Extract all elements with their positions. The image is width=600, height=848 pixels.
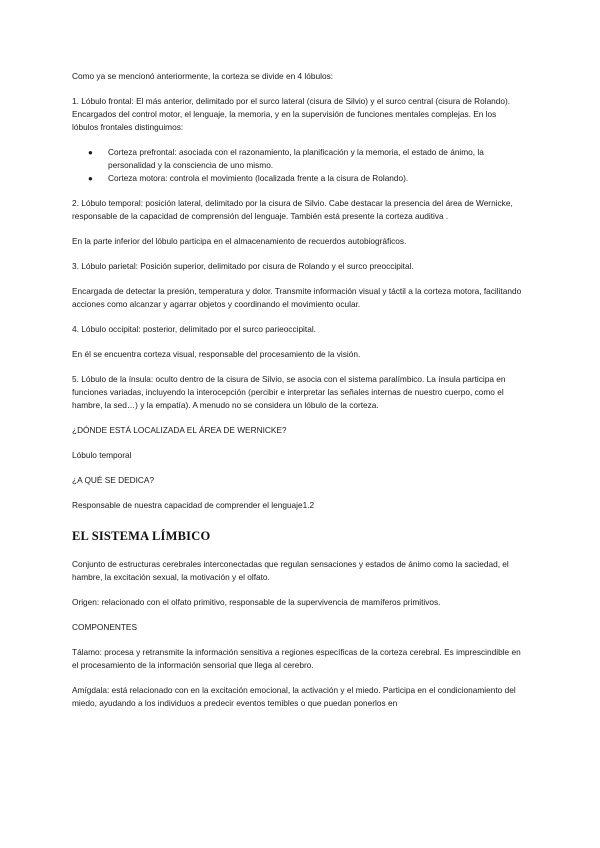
document-page (72, 70, 524, 722)
talamo-paragraph: Tálamo: procesa y retransmite la información sensitiva a regiones específicas de la corteza cerebral. Es imprescindible en el procesamiento de la información sensorial que llega al cerebro. (72, 647, 521, 670)
answer-1: Lóbulo temporal (72, 450, 132, 460)
components-label: COMPONENTES (72, 622, 137, 632)
amigdala-paragraph: Amígdala: está relacionado con en la excitación emocional, la activación y el miedo. Participa en el condicionamiento del miedo, ayudando a los individuos a predecir eventos temibles o que puedan ponerlos en (72, 685, 516, 708)
question-2: ¿A QUÉ SE DEDICA? (72, 475, 155, 485)
frontal-lobe-paragraph: 1. Lóbulo frontal: El más anterior, delimitado por el surco lateral (cisura de Silvio) y el surco central (cisura de Rolando). Encargados del control motor, el lenguaje, la memoria, y en la supervisión de funciones mentales complejas. En los lóbulos frontales distinguimos: (72, 96, 511, 132)
bullet-text: Corteza motora: controla el movimiento (localizada frente a la cisura de Rolando). (108, 173, 409, 183)
limbic-definition: Conjunto de estructuras cerebrales interconectadas que regulan sensaciones y estados de ánimo como la saciedad, el hambre, la excitación sexual, la motivación y el olfato. (72, 559, 509, 582)
bullet-text: Corteza prefrontal: asociada con el razonamiento, la planificación y la memoria, el estado de ánimo, la personalidad y la consciencia de uno mismo. (108, 147, 484, 170)
insula-lobe-paragraph: 5. Lóbulo de la ínsula: oculto dentro de la cisura de Silvio, se asocia con el sistema paralímbico. La ínsula participa en funciones variadas, incluyendo la interocepción (percibir e interpretar las señales internas de nuestro cuerpo, como el hambre, la sed…) y la empatía). A menudo no se considera un lóbulo de la corteza. (72, 374, 506, 410)
temporal-lobe-paragraph: 2. Lóbulo temporal: posición lateral, delimitado por la cisura de Silvio. Cabe destacar la presencia del área de Wernicke, responsable de la capacidad de comprensión del lenguaje. También está presente la corteza auditiva . (72, 198, 513, 221)
occipital-lobe-paragraph: 4. Lóbulo occipital: posterior, delimitado por el surco parieoccipital. (72, 324, 316, 334)
parietal-lobe-paragraph-2: Encargada de detectar la presión, temperatura y dolor. Transmite información visual y táctil a la corteza motora, facilitando acciones como alcanzar y agarrar objetos y coordinando el movimiento ocular. (72, 286, 522, 309)
list-item (72, 146, 524, 172)
bullet-icon: ● (88, 148, 93, 157)
parietal-lobe-paragraph: 3. Lóbulo parietal: Posición superior, delimitado por cisura de Rolando y el surco preoccipital. (72, 261, 414, 271)
answer-2: Responsable de nuestra capacidad de comprender el lenguaje1.2 (72, 500, 315, 510)
list-item (72, 172, 524, 185)
occipital-lobe-paragraph-2: En él se encuentra corteza visual, responsable del procesamiento de la visión. (72, 349, 361, 359)
bullet-icon: ● (88, 174, 93, 183)
limbic-origin: Origen: relacionado con el olfato primitivo, responsable de la supervivencia de mamíferos primitivos. (72, 597, 441, 607)
frontal-bullet-list (72, 146, 524, 185)
section-heading: EL SISTEMA LÍMBICO (72, 529, 211, 543)
intro-paragraph: Como ya se mencionó anteriormente, la corteza se divide en 4 lóbulos: (72, 71, 334, 81)
temporal-lobe-paragraph-2: En la parte inferior del lóbulo participa en el almacenamiento de recuerdos autobiográficos. (72, 236, 407, 246)
question-1: ¿DÓNDE ESTÁ LOCALIZADA EL ÁREA DE WERNICKE? (72, 425, 287, 435)
